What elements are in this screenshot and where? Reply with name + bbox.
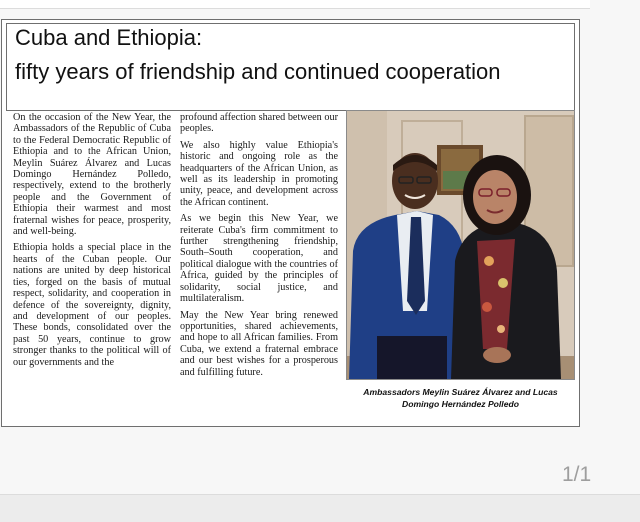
article-page bbox=[1, 19, 580, 427]
paragraph: May the New Year bring renewed opportunities, shared achievements, and hope to all African families. From Cuba, we extend a fraternal embrace and our best wishes for a prosperous and fulfilling future. bbox=[180, 309, 338, 378]
paragraph: On the occasion of the New Year, the Ambassadors of the Republic of Cuba to the Federal Democratic Republic of Ethiopia and to the African Union, Meylin Suárez Álvarez and Lucas Domingo Hernández Polledo, respectively, extend to the brotherly people and the Government of Ethiopia their warmest and most fraternal wishes for peace, prosperity, and well-being. bbox=[13, 112, 171, 238]
text-column-1 bbox=[13, 112, 171, 373]
previous-page-edge bbox=[0, 0, 590, 9]
title-box bbox=[6, 23, 575, 111]
article-title-line-2: fifty years of friendship and continued cooperation bbox=[15, 59, 501, 84]
paragraph: We also highly value Ethiopia's historic and ongoing role as the headquarters of the African Union, as well as its leadership in promoting unity, peace, and development across the African continent. bbox=[180, 139, 338, 208]
text-column-2 bbox=[180, 112, 338, 383]
article-title-line-1: Cuba and Ethiopia: bbox=[15, 25, 203, 50]
ambassadors-photo bbox=[346, 110, 575, 380]
photo-caption: Ambassadors Meylin Suárez Álvarez and Lucas Domingo Hernández Polledo bbox=[363, 387, 558, 409]
page-indicator: 1/1 bbox=[562, 463, 592, 486]
viewer-bottom-bar bbox=[0, 494, 640, 522]
paragraph: Ethiopia holds a special place in the hearts of the Cuban people. Our nations are united by deep historical ties, forged on the basis of mutual respect, solidarity, and cooperation in defence of the sovereignty, dignity, and development of our peoples. These bonds, consolidated over the past 50 years, continue to grow stronger thanks to the political will of our governments and the bbox=[13, 242, 171, 368]
paragraph: As we begin this New Year, we reiterate Cuba's firm commitment to further strengthening friendship, South–South cooperation, and political dialogue with the countries of Africa, guided by the principles of solidarity, social justice, and multilateralism. bbox=[180, 213, 338, 305]
paragraph: profound affection shared between our peoples. bbox=[180, 112, 338, 135]
